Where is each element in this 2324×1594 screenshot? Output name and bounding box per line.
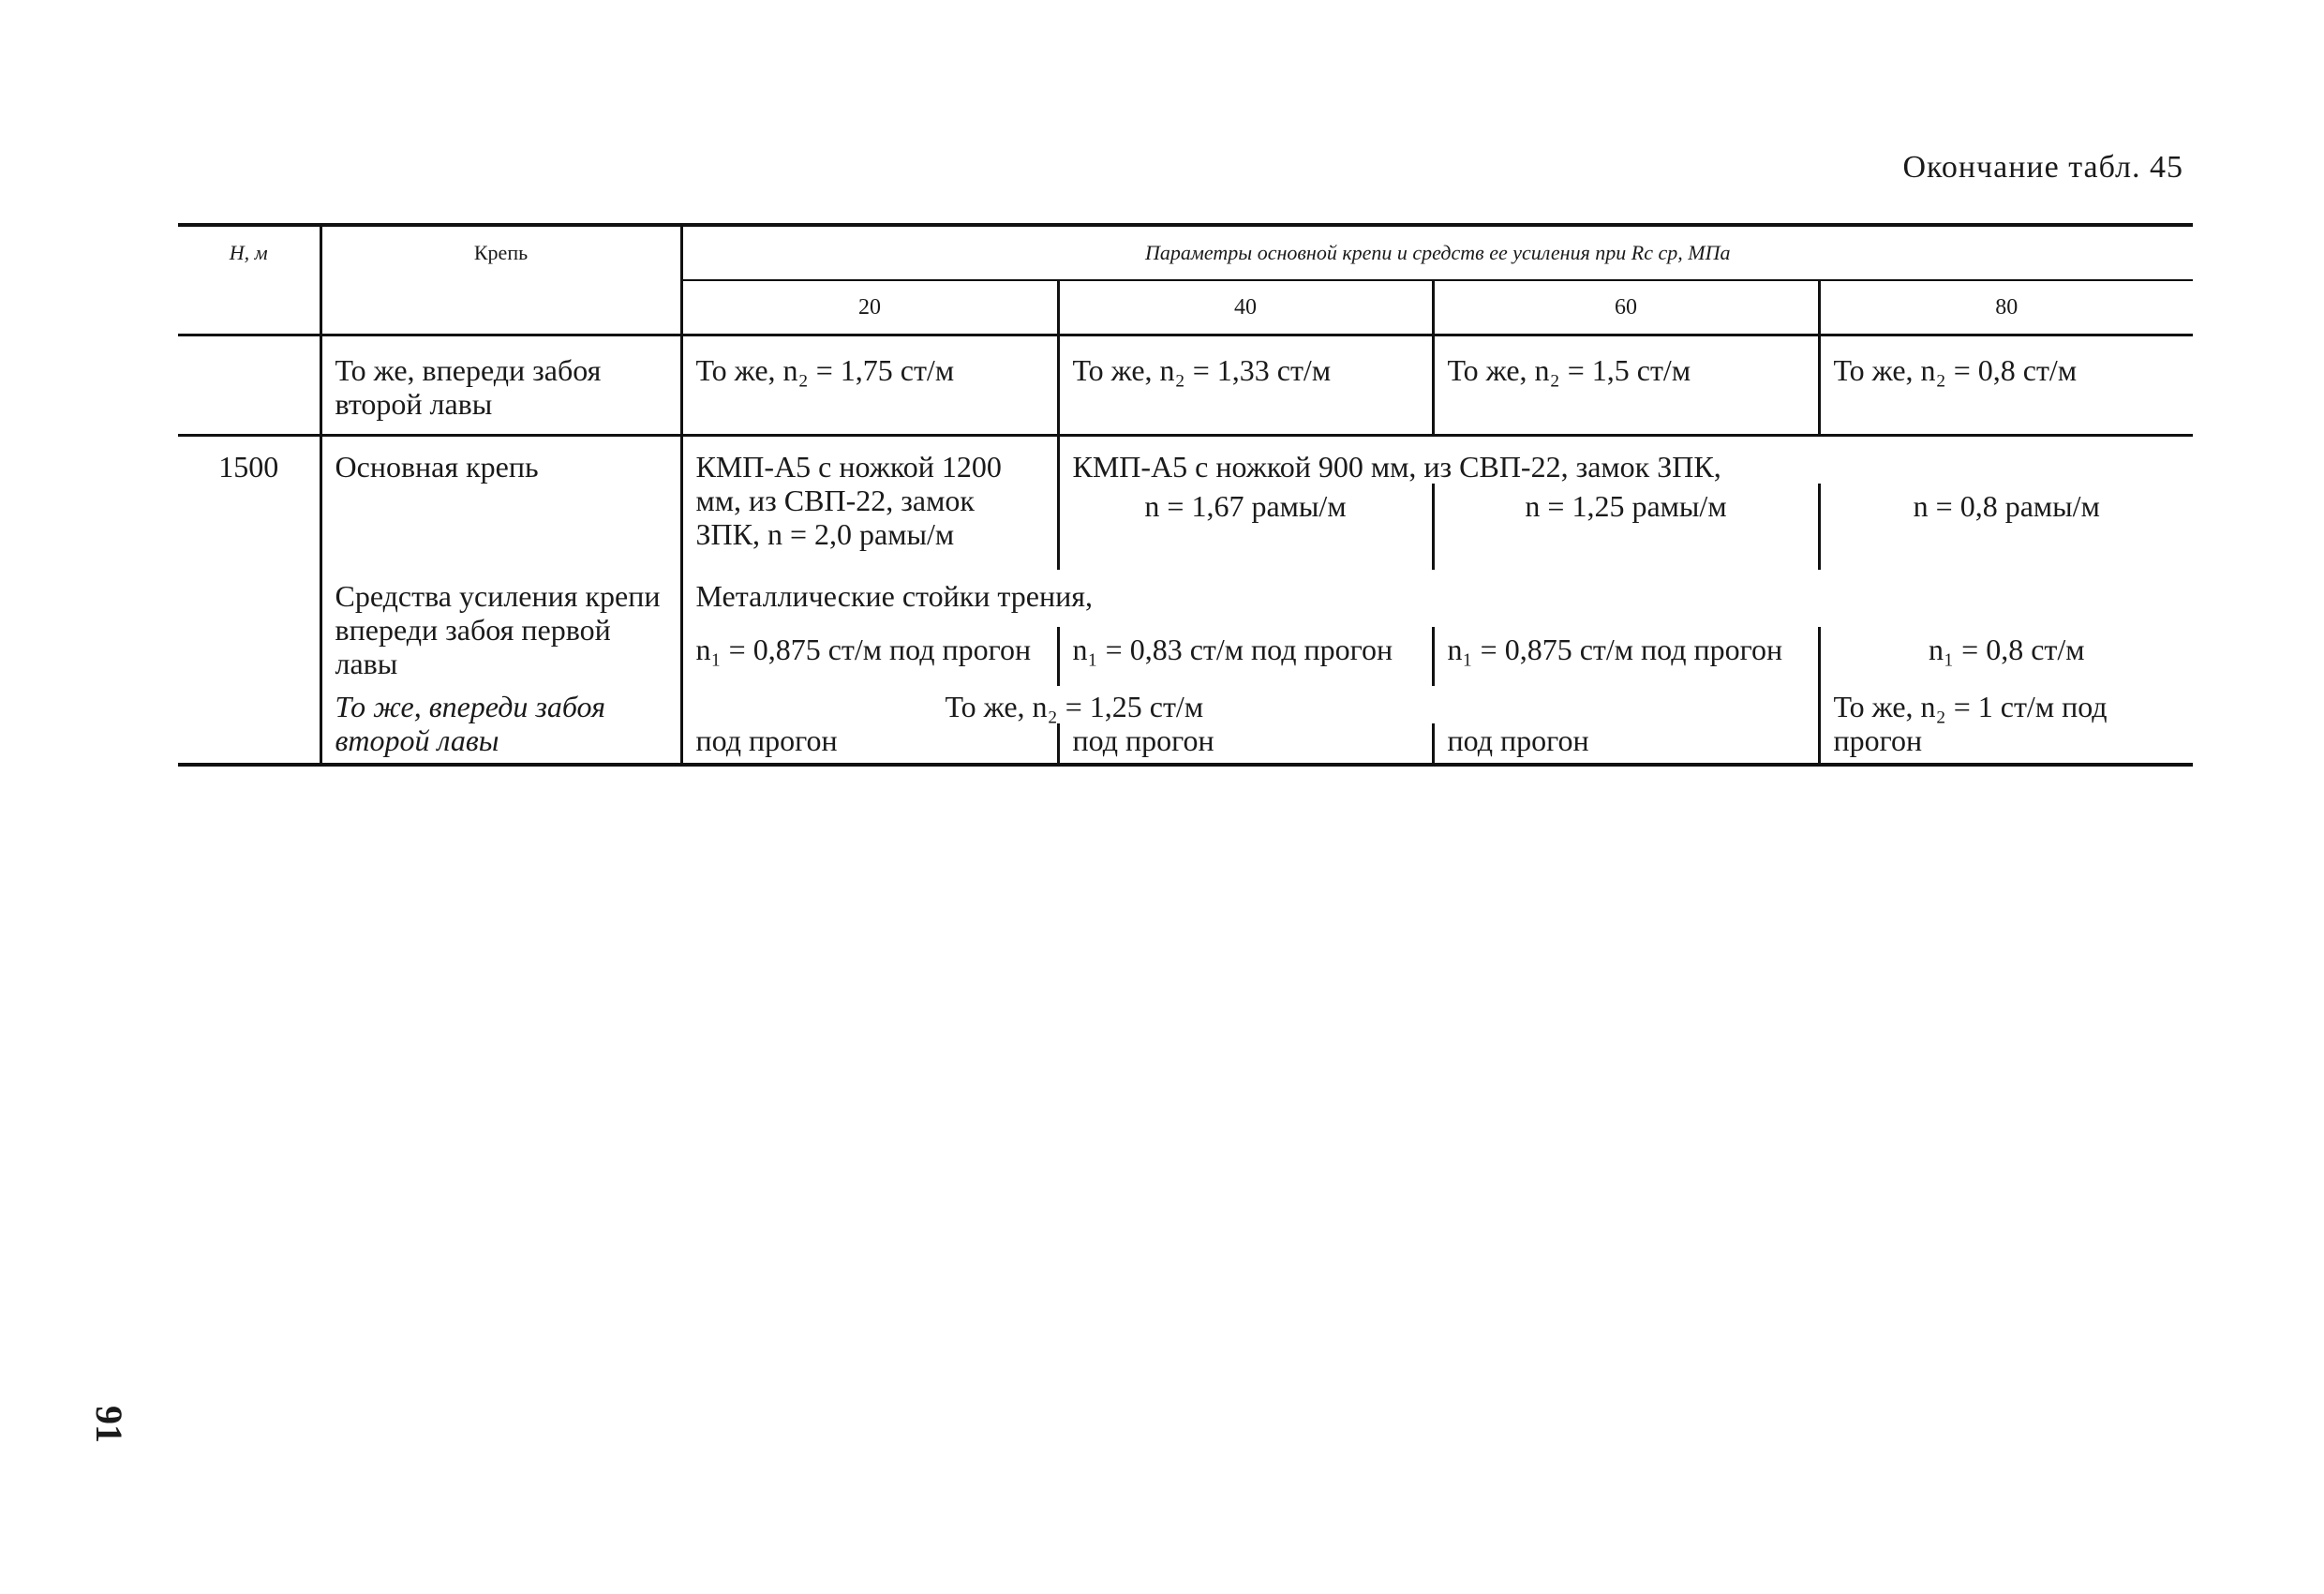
header-value-60: 60 [1433,280,1819,335]
row2-support: Основная крепь [320,436,681,571]
header-row [178,225,2193,280]
row3-value-60: n₁ = 0,875 ст/м под прогон [1433,627,1819,686]
row1-depth [178,335,320,436]
header-params: Параметры основной крепи и средств ее усиления при Rс ср, МПа [681,225,2193,280]
table-row [178,436,2193,484]
row2-value-20: КМП-А5 с ножкой 1200 мм, из СВП-22, замок ЗПК, n = 2,0 рамы/м [681,436,1058,571]
row2-depth: 1500 [178,436,320,766]
page-number: 91 [88,1406,130,1443]
row3-value-20: n₁ = 0,875 ст/м под прогон [681,627,1058,686]
table-row [178,570,2193,627]
row1-value-20: То же, n₂ = 1,75 ст/м [681,335,1058,436]
row3-support: Средства усиления крепи впереди забоя первой лавы [320,570,681,686]
row4-span-text: То же, n₂ = 1,25 ст/м [681,686,1819,723]
header-depth: Н, м [178,225,320,335]
row3-value-40: n₁ = 0,83 ст/м под прогон [1058,627,1433,686]
row1-value-80: То же, n₂ = 0,8 ст/м [1819,335,2193,436]
table-caption: Окончание табл. 45 [1902,150,2183,185]
row4-value-60: под прогон [1433,723,1819,765]
header-support: Крепь [320,225,681,335]
row2-value-80: n = 0,8 рамы/м [1819,484,2193,570]
row4-value-40: под прогон [1058,723,1433,765]
header-value-40: 40 [1058,280,1433,335]
row3-span-text: Металлические стойки трения, [681,570,2193,627]
row4-value-20: под прогон [681,723,1058,765]
header-value-80: 80 [1819,280,2193,335]
row1-support: То же, впереди забоя второй лавы [320,335,681,436]
row1-value-40: То же, n₂ = 1,33 ст/м [1058,335,1433,436]
row4-value-80: То же, n₂ = 1 ст/м под прогон [1819,686,2193,765]
table-row [178,686,2193,723]
row2-value-40: n = 1,67 рамы/м [1058,484,1433,570]
header-value-20: 20 [681,280,1058,335]
row2-value-60: n = 1,25 рамы/м [1433,484,1819,570]
row2-span-text: КМП-А5 с ножкой 900 мм, из СВП-22, замок ЗПК, [1058,436,2193,484]
row1-value-60: То же, n₂ = 1,5 ст/м [1433,335,1819,436]
table-row [178,335,2193,436]
support-parameters-table [178,223,2193,767]
row3-value-80: n₁ = 0,8 ст/м [1819,627,2193,686]
row4-support: То же, впереди забоя второй лавы [320,686,681,765]
